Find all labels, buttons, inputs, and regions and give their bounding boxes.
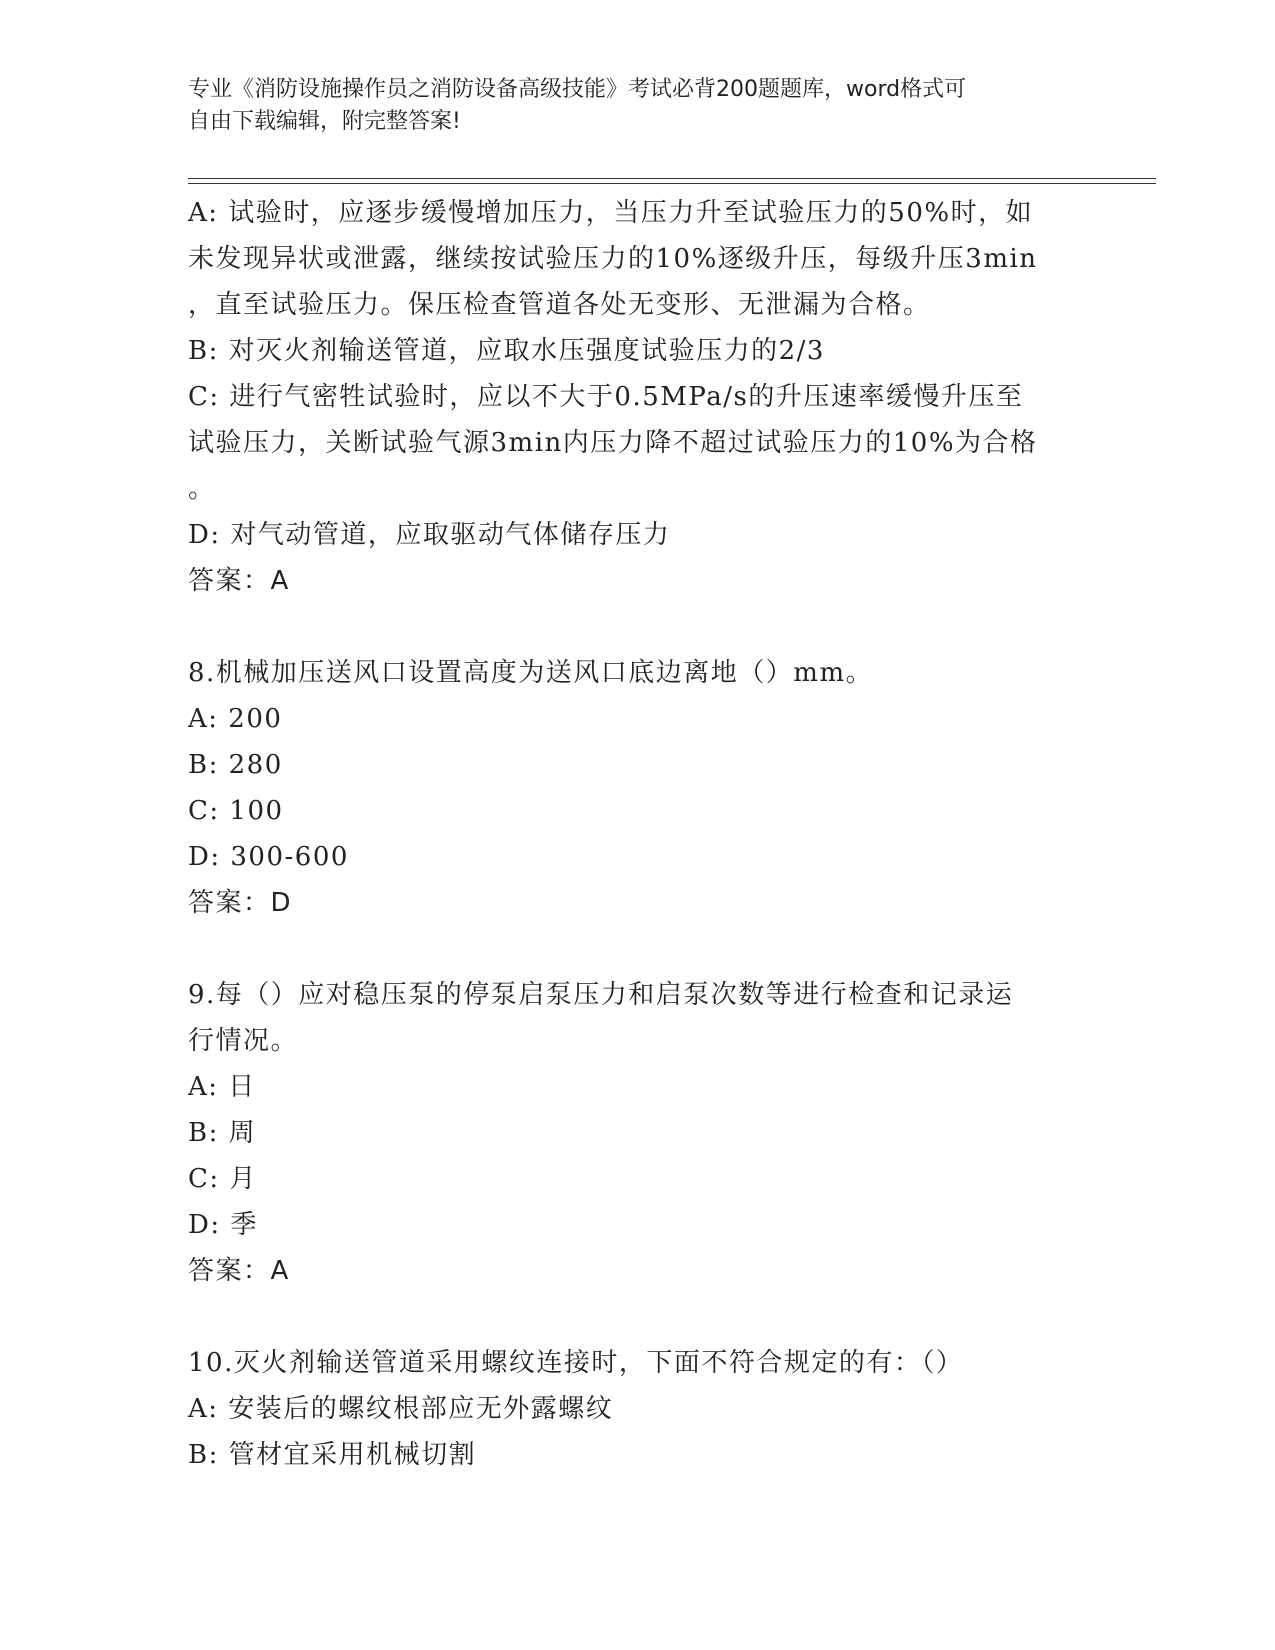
- option-a: A: 200: [188, 704, 283, 734]
- spacer: [188, 1294, 1088, 1340]
- option-a-line: ，直至试验压力。保压检查管道各处无变形、无泄漏为合格。: [188, 290, 931, 320]
- header-rule-top: [188, 178, 1156, 179]
- option-d: D: 季: [188, 1210, 258, 1240]
- question-content: [188, 190, 1088, 1478]
- document-header: [188, 74, 1068, 138]
- header-rule-bottom: [188, 183, 1156, 184]
- question-7-block: [188, 190, 1088, 604]
- spacer: [188, 604, 1088, 650]
- option-d: D: 对气动管道，应取驱动气体储存压力: [188, 520, 671, 550]
- option-c-line: 试验压力，关断试验气源3min内压力降不超过试验压力的10%为合格: [188, 428, 1038, 458]
- header-line-1: 专业《消防设施操作员之消防设备高级技能》考试必背200题题库，word格式可: [188, 77, 967, 102]
- question-10-block: [188, 1340, 1088, 1478]
- option-b: B: 280: [188, 750, 283, 780]
- option-c: C: 月: [188, 1164, 257, 1194]
- option-a: A: 安装后的螺纹根部应无外露螺纹: [188, 1394, 614, 1424]
- question-text: 行情况。: [188, 1026, 299, 1056]
- question-text: 8.机械加压送风口设置高度为送风口底边离地（）mm。: [188, 658, 874, 688]
- answer-label: 答案：A: [188, 1256, 290, 1286]
- answer-label: 答案：A: [188, 566, 290, 596]
- option-c: C: 100: [188, 796, 284, 826]
- option-b: B: 管材宜采用机械切割: [188, 1440, 477, 1470]
- option-b: B: 对灭火剂输送管道，应取水压强度试验压力的2/3: [188, 336, 825, 366]
- option-a-line: A: 试验时，应逐步缓慢增加压力，当压力升至试验压力的50%时，如: [188, 198, 1034, 228]
- option-b: B: 周: [188, 1118, 257, 1148]
- question-text: 9.每（）应对稳压泵的停泵启泵压力和启泵次数等进行检查和记录运: [188, 980, 1014, 1010]
- answer-label: 答案：D: [188, 888, 293, 918]
- header-line-2: 自由下载编辑，附完整答案!: [188, 109, 461, 134]
- option-c-line: 。: [188, 474, 216, 504]
- question-text: 10.灭火剂输送管道采用螺纹连接时，下面不符合规定的有：（）: [188, 1348, 964, 1378]
- option-a-line: 未发现异状或泄露，继续按试验压力的10%逐级升压，每级升压3min: [188, 244, 1038, 274]
- question-9-block: [188, 972, 1088, 1294]
- option-d: D: 300-600: [188, 842, 349, 872]
- question-8-block: [188, 650, 1088, 926]
- spacer: [188, 926, 1088, 972]
- option-a: A: 日: [188, 1072, 256, 1102]
- option-c-line: C: 进行气密牲试验时，应以不大于0.5MPa/s的升压速率缓慢升压至: [188, 382, 1024, 412]
